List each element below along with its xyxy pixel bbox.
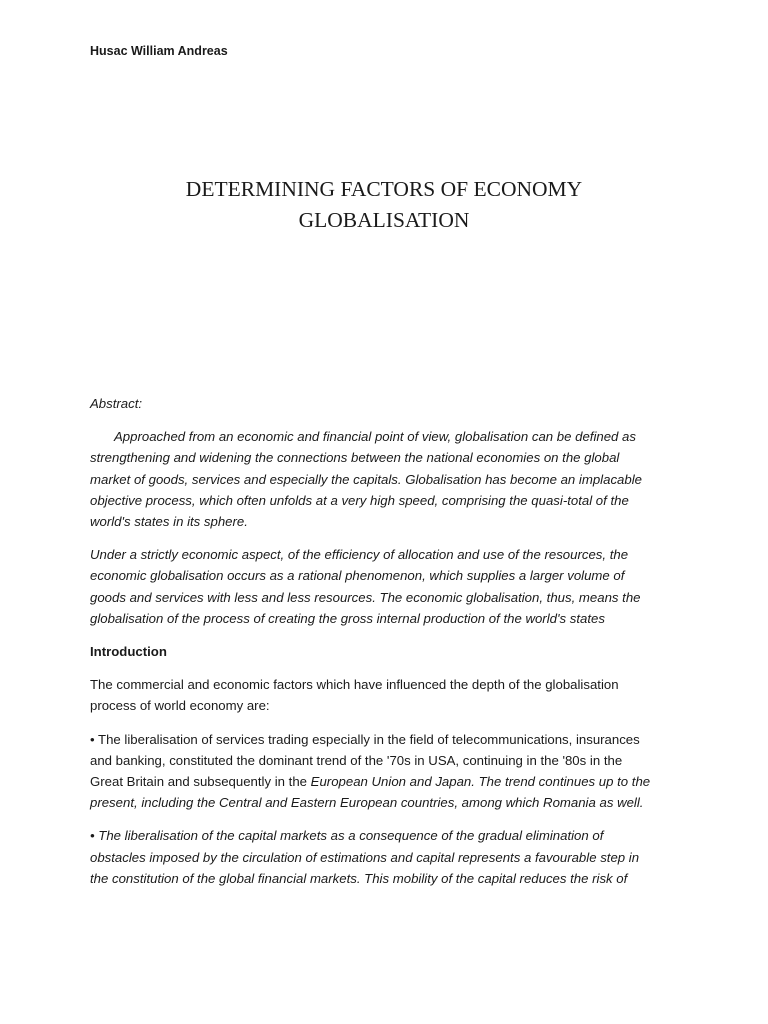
text-line: Under a strictly economic aspect, of the efficiency of allocation and use of the resources, the xyxy=(90,547,629,563)
text-line: The commercial and economic factors which have influenced the depth of the globalisation xyxy=(90,677,619,693)
text-line xyxy=(90,868,690,889)
text-segment: Great Britain and subsequently in the xyxy=(90,774,311,790)
abstract-paragraph-2 xyxy=(90,544,690,629)
introduction-paragraph xyxy=(90,674,690,716)
text-line: objective process, which often unfolds at a very high speed, comprising the quasi-total of the xyxy=(90,492,629,508)
introduction-heading: Introduction xyxy=(90,644,167,660)
text-line: • The liberalisation of services trading especially in the field of telecommunications, insurances xyxy=(90,731,640,747)
bullet-services-liberalisation xyxy=(90,729,690,814)
text-line: Approached from an economic and financial point of view, globalisation can be defined as xyxy=(114,429,636,445)
text-line: world's states in its sphere. xyxy=(90,514,248,530)
text-line: process of world economy are: xyxy=(90,698,270,714)
document-body xyxy=(90,393,690,889)
abstract-heading: Abstract: xyxy=(90,396,143,411)
text-line: • The liberalisation of the capital markets as a consequence of the gradual elimination of xyxy=(90,828,604,844)
text-line: globalisation of the process of creating the gross internal production of the world's states xyxy=(90,610,605,626)
text-line: goods and services with less and less resources. The economic globalisation, thus, means the xyxy=(90,589,641,605)
author-name: Husac William Andreas xyxy=(90,44,228,58)
text-line: strengthening and widening the connections between the national economies on the global xyxy=(90,450,620,466)
text-line: and banking, constituted the dominant trend of the '70s in USA, continuing in the '80s in the xyxy=(90,752,623,768)
text-line: obstacles imposed by the circulation of estimations and capital represents a favourable step in xyxy=(90,849,640,865)
title-line-2: GLOBALISATION xyxy=(298,208,470,232)
text-line xyxy=(90,771,690,792)
title-line-1: DETERMINING FACTORS OF ECONOMY xyxy=(185,177,583,201)
text-segment-italic: European Union and Japan. The trend continues up to the xyxy=(310,774,651,790)
abstract-paragraph-1 xyxy=(90,426,690,532)
bullet-capital-markets-liberalisation xyxy=(90,825,690,889)
text-line: economic globalisation occurs as a rational phenomenon, which supplies a larger volume of xyxy=(90,568,625,584)
document-title xyxy=(86,174,682,236)
text-segment-italic: the constitution of the global financial markets xyxy=(90,870,357,886)
text-line: market of goods, services and especially the capitals. Globalisation has become an implacable xyxy=(90,471,642,487)
text-segment: . This mobility of the capital reduces the risk of xyxy=(356,870,628,886)
text-line: present, including the Central and Eastern European countries, among which Romania as well. xyxy=(90,795,644,811)
